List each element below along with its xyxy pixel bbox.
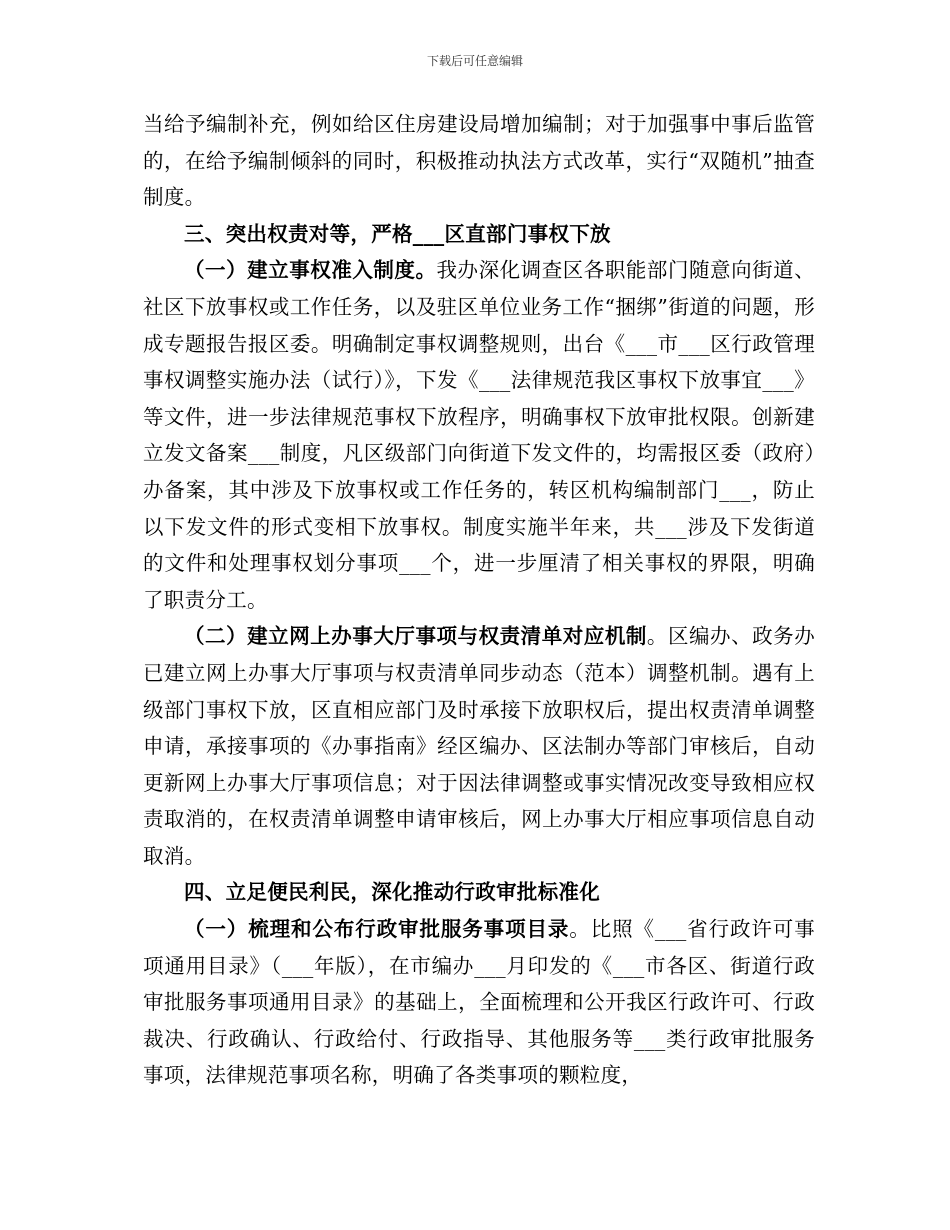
paragraph-3-2-text: 。区编办、政务办已建立网上办事大厅事项与权责清单同步动态（范本）调整机制。遇有上级部门事权下放，区直相应部门及时承接下放职权后，提出权责清单调整申请，承接事项的《办事指南》经区编办、区法制办等部门审核后，自动更新网上办事大厅事项信息；对于因法律调整或事实情况改变导致相应权责取消的，在权责清单调整申请审核后，网上办事大厅相应事项信息自动取消。 [143, 624, 815, 868]
section-heading-4: 四、立足便民利民，深化推动行政审批标准化 [184, 880, 600, 905]
subheading-4-1: （一）梳理和公布行政审批服务事项目录 [184, 917, 570, 942]
subheading-3-1: （一）建立事权准入制度。 [184, 258, 437, 283]
paragraph-continuation: 当给予编制补充，例如给区住房建设局增加编制；对于加强事中事后监管的，在给予编制倾斜的同时，积极推动执法方式改革，实行“双随机”抽查制度。 [143, 112, 815, 210]
paragraph-4-1-text: 。比照《___省行政许可事项通用目录》（___年版），在市编办___月印发的《___市各区、街道行政审批服务事项通用目录》的基础上，全面梳理和公开我区行政许可、行政裁决、行政确认、行政给付、行政指导、其他服务等___类行政审批服务事项，法律规范事项名称，明确了各类事项的颗粒度， [143, 917, 815, 1088]
paragraph-4-1 [143, 911, 815, 1094]
document-body [143, 106, 815, 1094]
subheading-3-2: （二）建立网上办事大厅事项与权责清单对应机制 [184, 624, 647, 649]
paragraph-3-1-text: 我办深化调查区各职能部门随意向街道、社区下放事权或工作任务，以及驻区单位业务工作“捆绑”街道的问题，形成专题报告报区委。明确制定事权调整规则，出台《___市___区行政管理事权调整实施办法（试行）》，下发《___法律规范我区事权下放事宜___》等文件，进一步法律规范事权下放程序，明确事权下放审批权限。创新建立发文备案___制度，凡区级部门向街道下发文件的，均需报区委（政府）办备案，其中涉及下放事权或工作任务的，转区机构编制部门___，防止以下发文件的形式变相下放事权。制度实施半年来，共___涉及下发街道的文件和处理事权划分事项___个，进一步厘清了相关事权的界限，明确了职责分工。 [143, 258, 815, 612]
paragraph-3-1 [143, 252, 815, 618]
page-header: 下载后可任意编辑 [426, 54, 523, 68]
section-heading-3: 三、突出权责对等，严格___区直部门事权下放 [184, 221, 611, 246]
paragraph-3-2 [143, 618, 815, 874]
